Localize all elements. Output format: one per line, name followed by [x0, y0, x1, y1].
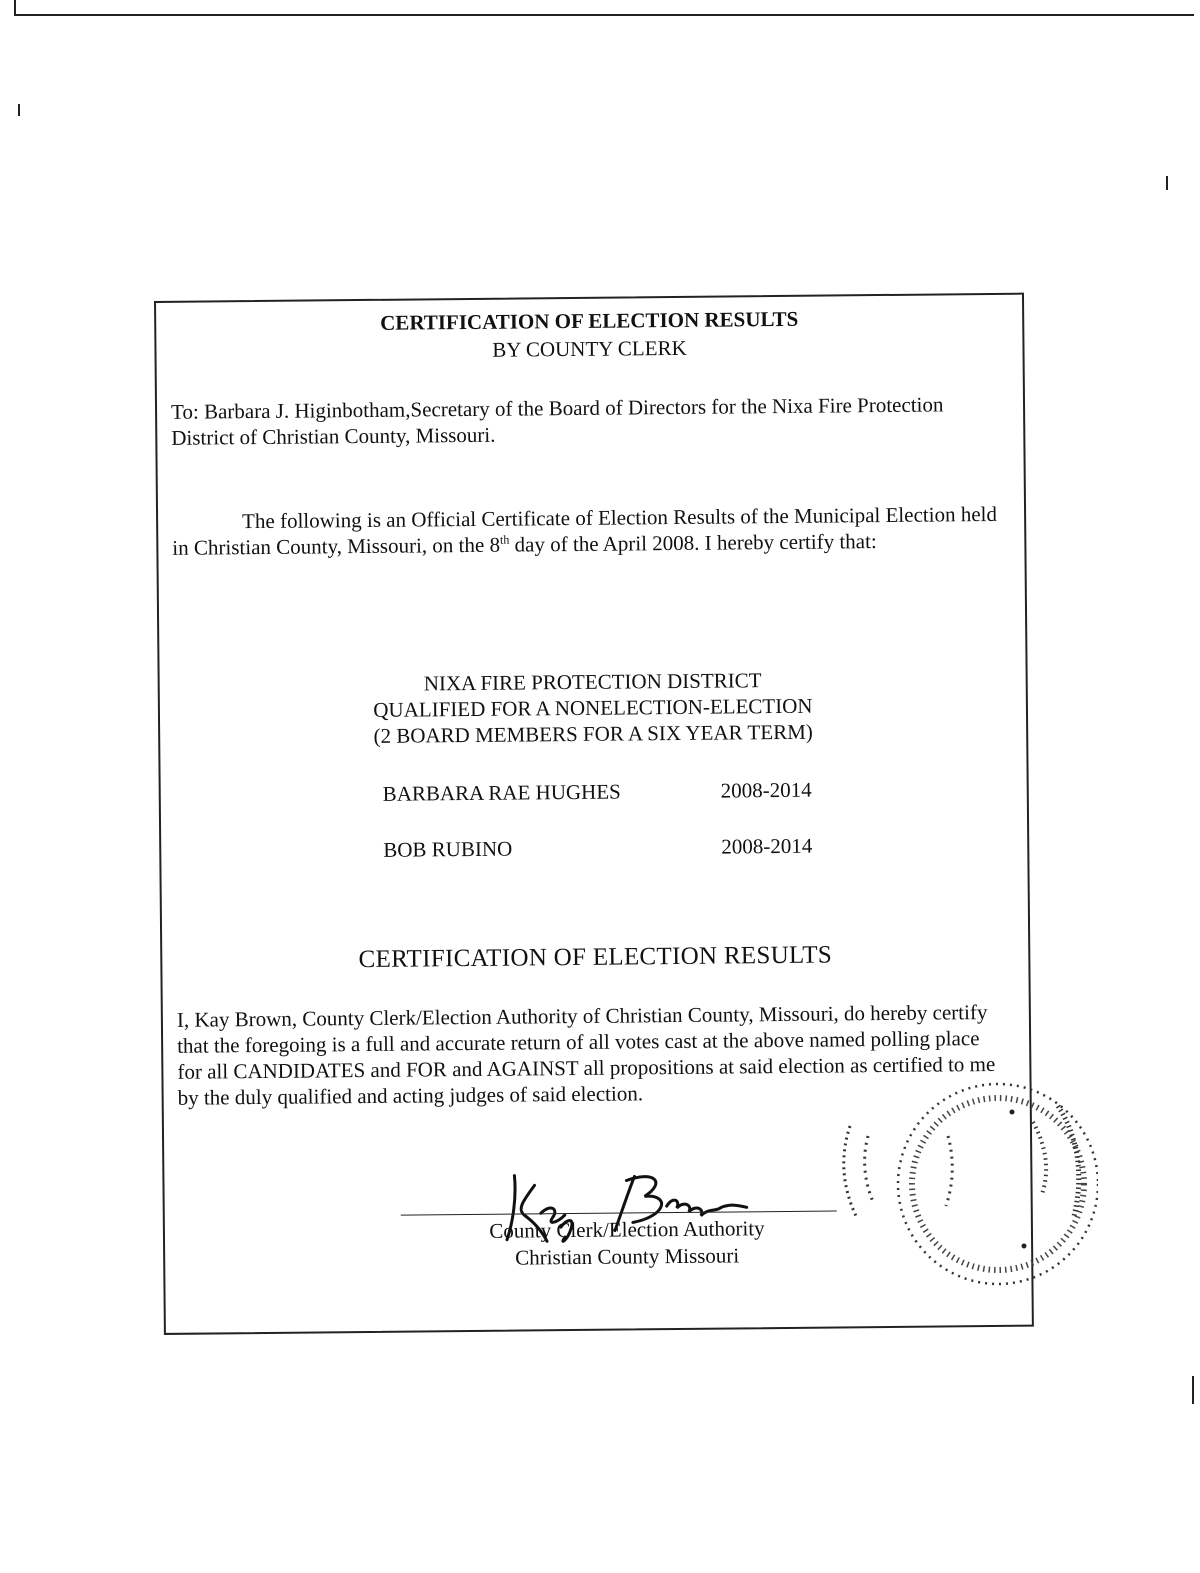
district-qualification: QUALIFIED FOR A NONELECTION-ELECTION [373, 693, 813, 722]
ordinal-suffix: th [499, 532, 510, 547]
scan-mark-bottom-right [1192, 1376, 1194, 1404]
district-term-note: (2 BOARD MEMBERS FOR A SIX YEAR TERM) [373, 719, 813, 748]
addressee-paragraph: To: Barbara J. Higinbotham,Secretary of the Board of Directors for the Nixa Fire Protection District of Christian County, Missouri. [170, 392, 944, 450]
candidate-term: 2008-2014 [720, 777, 812, 803]
candidate-term: 2008-2014 [721, 833, 813, 859]
certificate-title: CERTIFICATION OF ELECTION RESULTS [380, 306, 799, 335]
signature-title: County Clerk/Election Authority [489, 1216, 765, 1243]
candidate-name: BARBARA RAE HUGHES [382, 779, 621, 806]
candidate-name: BOB RUBINO [383, 836, 513, 862]
county-seal-stamp [828, 1066, 1098, 1306]
certificate-subtitle: BY COUNTY CLERK [492, 335, 687, 362]
scan-edge-top [14, 14, 1194, 16]
scan-edge-left [14, 0, 16, 15]
intro-paragraph [172, 501, 1002, 561]
scan-mark-left [18, 104, 20, 116]
scan-mark-right [1166, 176, 1168, 190]
intro-text-end: day of the April 2008. I hereby certify that: [509, 529, 877, 557]
intro-text-start: The following is an Official Certificate of Election Results of the Municipal Election held in Christian County, Missouri, on the 8 [172, 501, 998, 560]
certification-paragraph: I, Kay Brown, County Clerk/Election Authority of Christian County, Missouri, do hereby certify that the foregoing is a full and accurate return of all votes cast at the above named polling place for all CANDIDATES and FOR and AGAINST all propositions at said election as certified to me by the duly qualified and acting judges of said election. [176, 1000, 996, 1110]
district-name: NIXA FIRE PROTECTION DISTRICT [423, 668, 762, 696]
certification-heading: CERTIFICATION OF ELECTION RESULTS [358, 941, 833, 974]
signature-jurisdiction: Christian County Missouri [515, 1243, 740, 1270]
